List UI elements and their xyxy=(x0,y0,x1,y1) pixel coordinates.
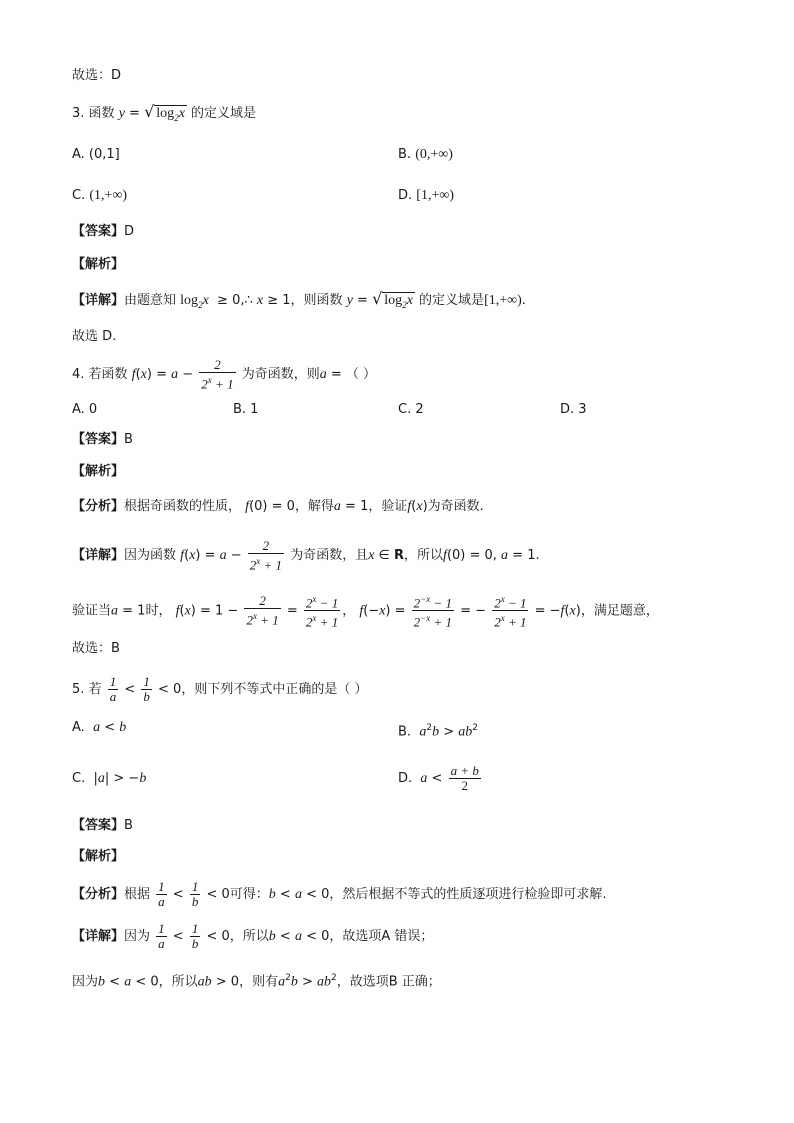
q4-option-b: B. 1 xyxy=(233,402,259,417)
q4-option-a: A. 0 xyxy=(72,402,98,417)
q5-analysis: 【分析】根据 $\frac{1}{a}$ < $\frac{1}{b}$ < 0可得：b < a < 0，然后根据不等式的性质逐项进行检验即可求解. xyxy=(72,879,607,909)
q3-analysis-label: 【解析】 xyxy=(72,257,125,272)
q4-analysis-label: 【解析】 xyxy=(72,464,125,479)
q3-option-c: C. (1,+∞) xyxy=(72,188,128,203)
q4-option-c: C. 2 xyxy=(398,402,424,417)
q4-detail: 【详解】因为函数 f(x) = a − $\frac{2}{2^x + 1}$ 为奇函数，且x ∈ R，所以f(0) = 0, a = 1. xyxy=(72,538,540,573)
q5-detail: 【详解】因为 $\frac{1}{a}$ < $\frac{1}{b}$ < 0，所以b < a < 0，故选项A 错误； xyxy=(72,921,434,951)
q3-option-d: D. [1,+∞) xyxy=(398,188,454,203)
question-5-stem: 5. 若 $\frac{1}{a}$ < $\frac{1}{b}$ < 0，则下列不等式中正确的是（ ） xyxy=(72,674,368,704)
q5-option-c: C. |a| > −b xyxy=(72,771,147,786)
q5-option-a: A. a < b xyxy=(72,720,127,735)
q5-option-b: B. $a^2b > ab^2$ xyxy=(398,723,478,740)
q3-option-b: B. (0,+∞) xyxy=(398,147,453,162)
q4-answer: 【答案】B xyxy=(72,432,133,447)
q5-answer: 【答案】B xyxy=(72,818,133,833)
q3-detail: 【详解】由题意知 $\log_2x$ ≥ 0,∴ x ≥ 1，则函数 y = √ $\log_2x$ 的定义域是[1,+∞). xyxy=(72,291,526,313)
q4-verification: 验证当a = 1时， f(x) = 1 − $\frac{2}{2^x + 1}$ = $\frac{2^x - 1}{2^x + 1}$ ， f(−x) = $\frac{2^{-x} - 1}{2^{-x} + 1}$ = − $\frac{2^x - 1}{2^x + 1}$ = −f(x)，满足题意， xyxy=(72,593,659,630)
q4-option-d: D. 3 xyxy=(560,402,587,417)
question-4-stem: 4. 若函数 f(x) = a − $\frac{2}{2^x + 1}$ 为奇函数，则a = （ ） xyxy=(72,357,377,392)
q4-conclusion: 故选：B xyxy=(72,641,120,656)
q5-option-d: D. a < $\frac{a + b}{2}$ xyxy=(398,763,479,793)
q3-conclusion: 故选 D. xyxy=(72,329,117,344)
q5-detail-b: 因为b < a < 0，所以ab > 0，则有$a^2b > ab^2$，故选项B 正确； xyxy=(72,973,441,990)
q3-answer: 【答案】D xyxy=(72,224,135,239)
q4-analysis: 【分析】根据奇函数的性质， f(0) = 0，解得a = 1，验证f(x)为奇函数. xyxy=(72,499,484,514)
prev-answer-line: 故选：D xyxy=(72,68,122,83)
question-3-stem: 3. 函数 y = √ $\log_2x$ 的定义域是 xyxy=(72,104,256,126)
q5-analysis-label: 【解析】 xyxy=(72,849,125,864)
q3-option-a: A. (0,1] xyxy=(72,147,120,162)
